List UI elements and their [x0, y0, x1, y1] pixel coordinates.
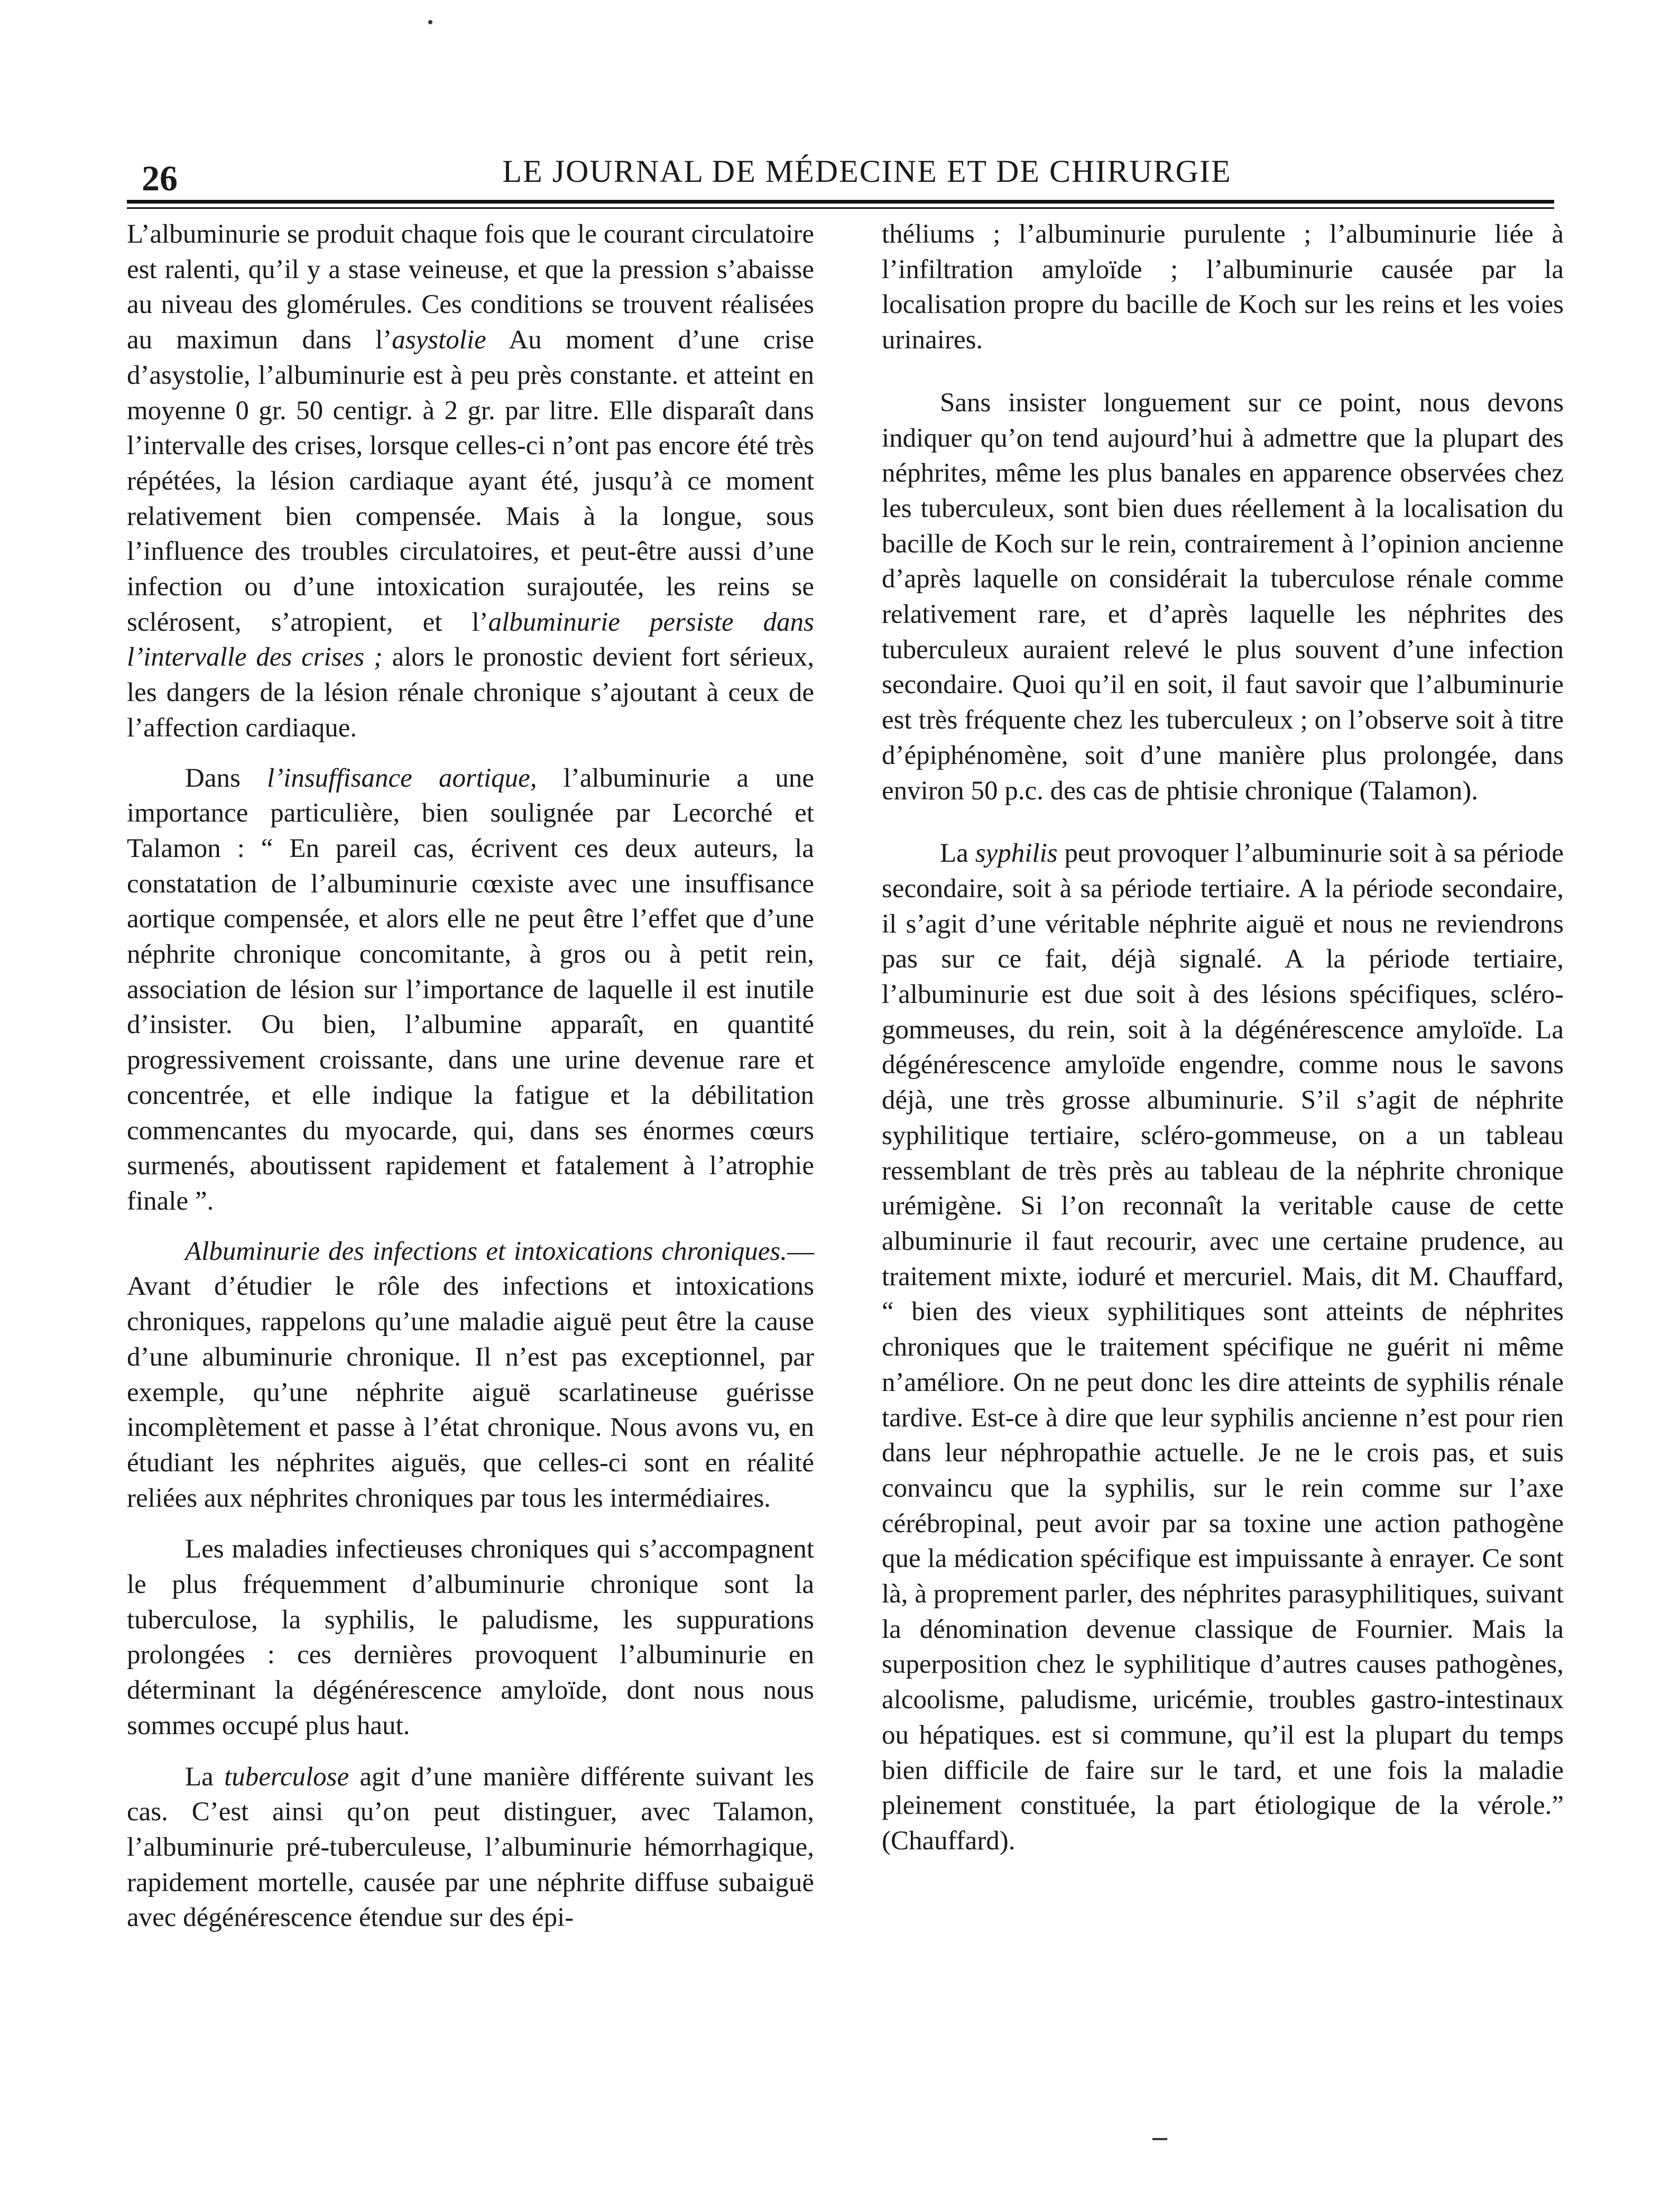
section-heading-italic: Albuminurie des infections et intoxications chroniques. [185, 1236, 787, 1266]
paragraph-formes-albuminurie [882, 217, 1564, 358]
text-run: peut provoquer l’albuminurie soit à sa période secondaire, soit à sa période tertiaire. A la période secondaire, il s’agit d’une véritable néphrite aiguë et nous ne reviendrons pas sur ce fait, déjà signalé. A la période tertiaire, l’albuminurie est due soit à des lésions spécifiques, scléro-gommeuses, du rein, soit à la dégénérescence amyloïde. La dégénérescence amyloïde engendre, comme nous le savons déjà, une très grosse albuminurie. S’il s’agit de néphrite syphilitique tertiaire, scléro-gommeuse, on a un tableau ressemblant de très près au tableau de la néphrite chronique urémigène. Si l’on reconnaît la veritable cause de cette albuminurie il faut recourir, avec une certaine prudence, au traitement mixte, ioduré et mercuriel. Mais, dit M. Chauffard, “ bien des vieux syphilitiques sont atteints de néphrites chroniques que le traitement spécifique ne guérit ni même n’améliore. On ne peut donc les dire atteints de syphilis rénale tardive. Est-ce à dire que leur syphilis ancienne n’est pour rien dans leur néphropathie actuelle. Je ne le crois pas, et suis convaincu que la syphilis, sur le rein comme sur l’axe cérébropinal, peut avoir par sa toxine une action pathogène que la médication spécifique est impuissante à enrayer. Ce sont là, à proprement parler, des néphrites parasyphilitiques, suivant la dénomination devenue classique de Fournier. Mais la superposition chez le syphilitique d’autres causes pathogènes, alcoolisme, paludisme, uricémie, troubles gastro-intestinaux ou hépatiques. est si commune, qu’il est la plupart du temps bien difficile de faire sur le tard, et une fois la maladie pleinement constituée, la part étiologique de la vérole.” (Chauffard). [882, 839, 1564, 1856]
right-column [882, 217, 1564, 1874]
left-column [127, 217, 814, 1950]
header-rule-thin [127, 207, 1554, 209]
paragraph-tuberculeux [882, 385, 1564, 808]
italic-term: tuberculose [224, 1762, 349, 1792]
running-title: LE JOURNAL DE MÉDECINE ET DE CHIRURGIE [502, 154, 1232, 189]
paragraph-insuffisance-aortique [127, 761, 814, 1219]
paragraph-syphilis [882, 836, 1564, 1858]
text-run: théliums ; l’albuminurie purulente ; l’albuminurie liée à l’infiltration amyloïde ; l’albuminurie causée par la localisation propre du bacille de Koch sur les reins et les voies urinaires. [882, 219, 1564, 355]
ink-speck [428, 20, 432, 24]
text-run: L’albuminurie se produit chaque fois que le courant circulatoire est ralenti, qu’il y a stase veineuse, et que la pression s’abaisse au niveau des glomérules. Ces conditions se trouvent réalisées au maximun dans l’ [127, 219, 814, 355]
text-run: alors le pronostic devient fort sérieux, les dangers de la lésion rénale chronique s’ajoutant à ceux de l’affection cardiaque. [127, 642, 814, 743]
text-run: l’albuminurie a une importance particulière, bien soulignée par Lecorché et Talamon : “ En pareil cas, écrivent ces deux auteurs, la constatation de l’albuminurie cœxiste avec une insuffisance aortique compensée, et alors elle ne peut être l’effet que d’une néphrite chronique concomitante, à gros ou à petit rein, association de lésion sur l’importance de laquelle il est inutile d’insister. Ou bien, l’albumine apparaît, en quantité progressivement croissante, dans une urine devenue rare et concentrée, et elle indique la fatigue et la débilitation commencantes du myocarde, qui, dans ses énormes cœurs surmenés, aboutissent rapidement et fatalement à l’atrophie finale ”. [127, 763, 814, 1216]
text-run: agit d’une manière différente suivant les cas. C’est ainsi qu’on peut distinguer, avec Talamon, l’albuminurie pré-tuberculeuse, l’albuminurie hémorrhagique, rapidement mortelle, causée par une néphrite diffuse subaiguë avec dégénérescence étendue sur des épi- [127, 1762, 815, 1933]
paragraph-tuberculose [127, 1759, 814, 1936]
text-run: La [940, 839, 975, 869]
text-run: — Avant d’étudier le rôle des infections et intoxications chroniques, rappelons qu’une maladie aiguë peut être la cause d’une albuminurie chronique. Il n’est pas exceptionnel, par exemple, qu’une néphrite aiguë scarlatineuse guérisse incomplètement et passe à l’état chronique. Nous avons vu, en étudiant les néphrites aiguës, que celles-ci sont en réalité reliées aux néphrites chroniques par tous les intermédiaires. [127, 1236, 814, 1513]
paragraph-infections-chroniques [127, 1234, 814, 1516]
text-run: Au moment d’une crise d’asystolie, l’albuminurie est à peu près constante. et atteint en moyenne 0 gr. 50 centigr. à 2 gr. par litre. Elle disparaît dans l’intervalle des crises, lorsque celles-ci n’ont pas encore été très répétées, la lésion cardiaque ayant été, jusqu’à ce moment relativement bien compensée. Mais à la longue, sous l’influence des troubles circulatoires, et peut-être aussi d’une infection ou d’une intoxication surajoutée, les reins se sclérosent, s’atropient, et l’ [127, 325, 814, 637]
paragraph-maladies-infectieuses [127, 1532, 814, 1743]
italic-term: albuminurie persiste dans l’intervalle des crises ; [127, 607, 814, 672]
header-rule-thick [127, 200, 1554, 204]
page-header [127, 153, 1554, 196]
paragraph-asystolie [127, 217, 814, 746]
text-run: Sans insister longuement sur ce point, nous devons indiquer qu’on tend aujourd’hui à admettre que la plupart des néphrites, même les plus banales en apparence observées chez les tuberculeux, sont bien dues réellement à la localisation du bacille de Koch sur le rein, contrairement à l’opinion ancienne d’après laquelle on considérait la tuberculose rénale comme relativement rare, et d’après laquelle les néphrites des tuberculeux auraient relevé le plus souvent d’une infection secondaire. Quoi qu’il en soit, il faut savoir que l’albuminurie est très fréquente chez les tuberculeux ; on l’observe soit à titre d’épiphénomène, soit d’une manière plus prolongée, dans environ 50 p.c. des cas de phtisie chronique (Talamon). [882, 388, 1564, 806]
text-run: Les maladies infectieuses chroniques qui s’accompagnent le plus fréquemment d’albuminurie chronique sont la tuberculose, la syphilis, le paludisme, les suppurations prolongées : ces dernières provoquent l’albuminurie en déterminant la dégénérescence amyloïde, dont nous nous sommes occupé plus haut. [127, 1534, 814, 1740]
text-run: La [185, 1762, 225, 1792]
text-run: Dans [185, 763, 267, 793]
page-number: 26 [142, 158, 178, 198]
italic-term: asystolie [392, 325, 486, 355]
italic-term: syphilis [975, 839, 1058, 869]
italic-term: l’insuffisance aortique, [267, 763, 537, 793]
page-end-mark [1152, 2138, 1167, 2140]
